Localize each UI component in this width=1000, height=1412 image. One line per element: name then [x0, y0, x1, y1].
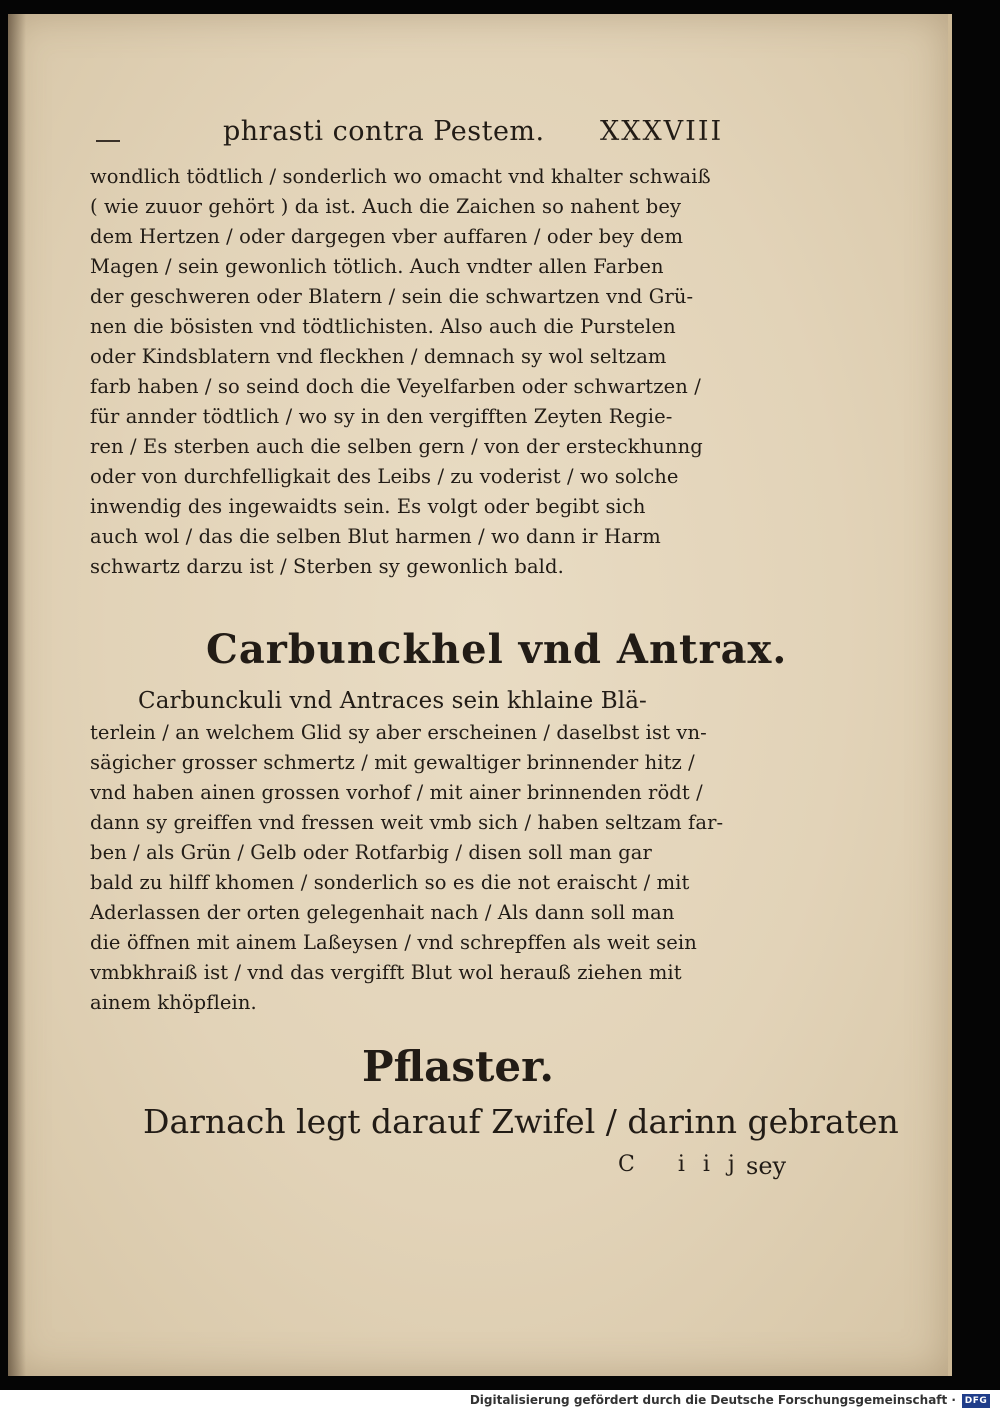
- text-line: wondlich tödtlich / sonderlich wo omacht vnd khalter schwaiß: [90, 165, 711, 188]
- text-line: vmbkhraiß ist / vnd das vergifft Blut wol herauß ziehen mit: [90, 961, 682, 984]
- text-line: oder von durchfelligkait des Leibs / zu voderist / wo solche: [90, 465, 679, 488]
- catchword: sey: [746, 1152, 787, 1180]
- margin-mark: [96, 140, 120, 142]
- text-line: bald zu hilff khomen / sonderlich so es die not eraischt / mit: [90, 871, 690, 894]
- text-line: ren / Es sterben auch die selben gern / von der ersteckhunng: [90, 435, 703, 458]
- text-line: ainem khöpflein.: [90, 991, 257, 1014]
- section-heading-carbunckhel: Carbunckhel vnd Antrax.: [206, 626, 788, 673]
- text-line: schwartz darzu ist / Sterben sy gewonlich bald.: [90, 555, 564, 578]
- text-line: ben / als Grün / Gelb oder Rotfarbig / disen soll man gar: [90, 841, 652, 864]
- signature-mark: C iij: [618, 1152, 753, 1177]
- text-line: Carbunckuli vnd Antraces sein khlaine Blä-: [138, 688, 647, 714]
- text-line: sägicher grosser schmertz / mit gewaltiger brinnender hitz /: [90, 751, 695, 774]
- book-page: [8, 14, 952, 1376]
- text-line: der geschweren oder Blatern / sein die schwartzen vnd Grü-: [90, 285, 694, 308]
- final-text-line: Darnach legt darauf Zwifel / darinn gebraten: [143, 1102, 899, 1141]
- text-line: dann sy greiffen vnd fressen weit vmb sich / haben seltzam far-: [90, 811, 724, 834]
- text-line: ( wie zuuor gehört ) da ist. Auch die Zaichen so nahent bey: [90, 195, 682, 218]
- funding-credit: Digitalisierung gefördert durch die Deutsche Forschungsgemeinschaft ·: [469, 1393, 956, 1407]
- running-title: phrasti contra Pestem.: [223, 116, 545, 147]
- text-line: auch wol / das die selben Blut harmen / wo dann ir Harm: [90, 525, 661, 548]
- text-line: nen die bösisten vnd tödtlichisten. Also auch die Purstelen: [90, 315, 676, 338]
- text-line: dem Hertzen / oder dargegen vber auffaren / oder bey dem: [90, 225, 684, 248]
- text-line: Magen / sein gewonlich tötlich. Auch vndter allen Farben: [90, 255, 664, 278]
- text-line: terlein / an welchem Glid sy aber erscheinen / daselbst ist vn-: [90, 721, 707, 744]
- folio-number: XXXVIII: [600, 116, 724, 147]
- text-line: vnd haben ainen grossen vorhof / mit ainer brinnenden rödt /: [90, 781, 703, 804]
- digitization-footer: [0, 1390, 1000, 1412]
- text-line: oder Kindsblatern vnd fleckhen / demnach sy wol seltzam: [90, 345, 667, 368]
- dfg-logo: DFG: [962, 1394, 990, 1408]
- text-line: farb haben / so seind doch die Veyelfarben oder schwartzen /: [90, 375, 701, 398]
- section-heading-pflaster: Pflaster.: [362, 1042, 554, 1091]
- text-line: inwendig des ingewaidts sein. Es volgt oder begibt sich: [90, 495, 646, 518]
- text-line: Aderlassen der orten gelegenhait nach / Als dann soll man: [90, 901, 675, 924]
- text-line: die öffnen mit ainem Laßeysen / vnd schrepffen als weit sein: [90, 931, 697, 954]
- text-line: für annder tödtlich / wo sy in den vergifften Zeyten Regie-: [90, 405, 673, 428]
